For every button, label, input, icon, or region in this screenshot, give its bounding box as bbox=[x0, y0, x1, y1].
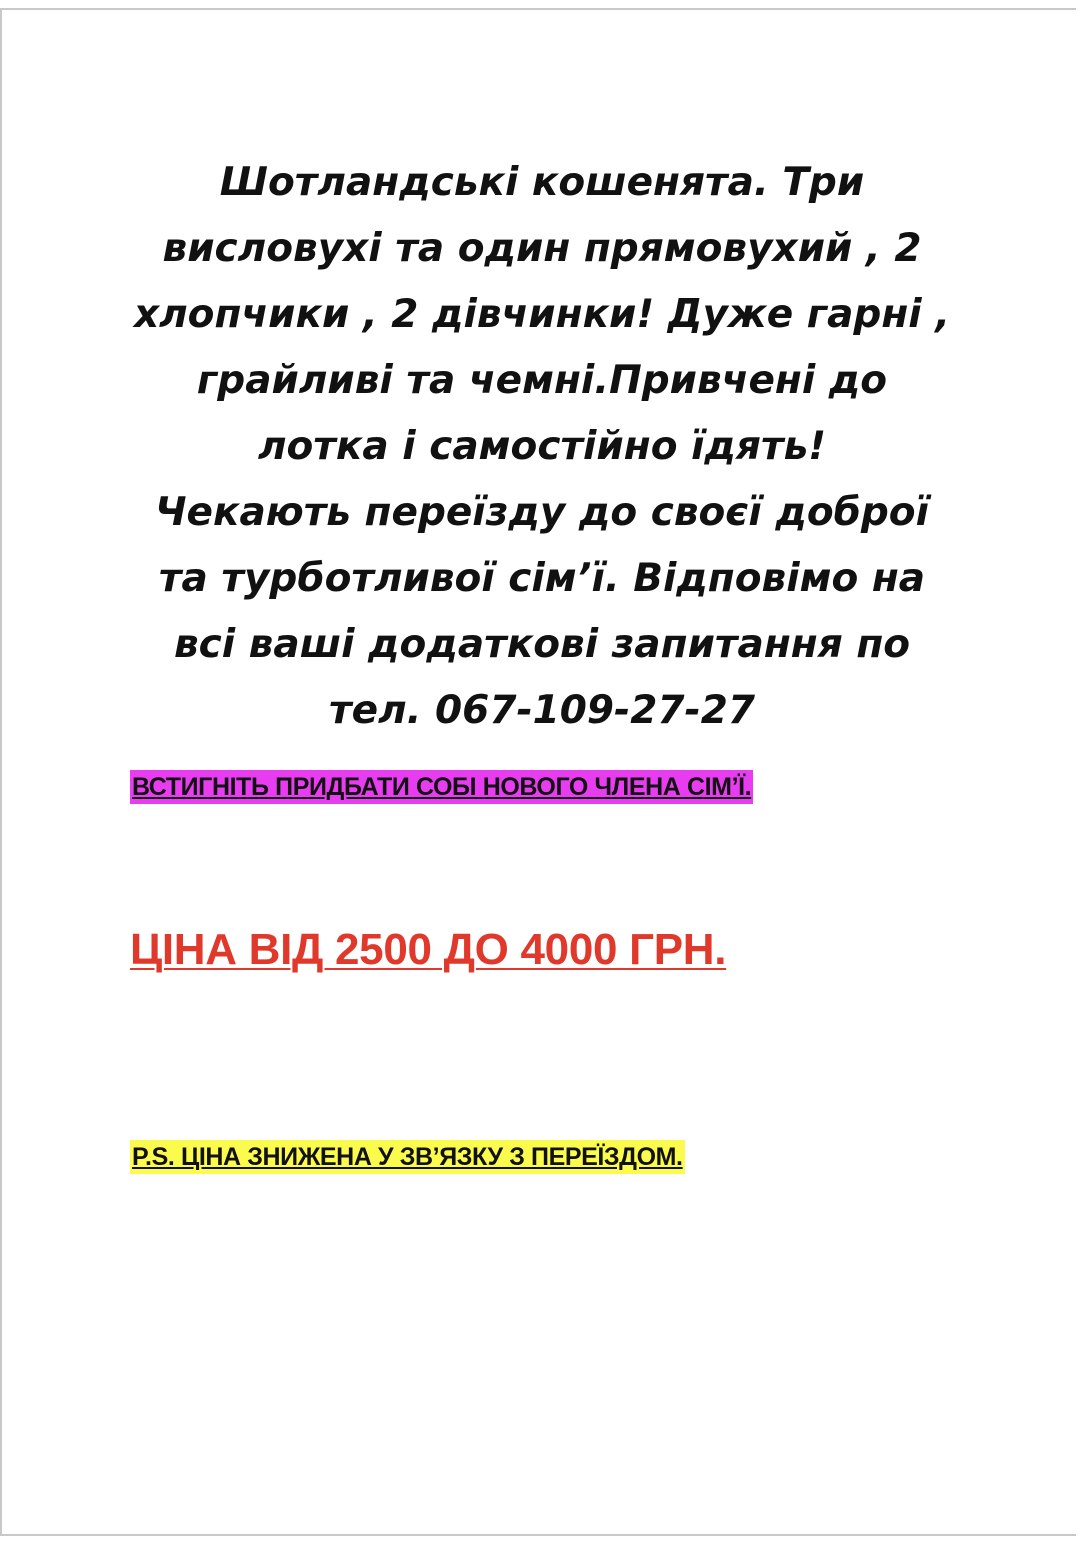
ps-note: P.S. ЦІНА ЗНИЖЕНА У ЗВ’ЯЗКУ З ПЕРЕЇЗДОМ. bbox=[130, 1140, 685, 1174]
description-line: Шотландські кошенята. Три bbox=[219, 160, 865, 205]
hurry-callout: ВСТИГНІТЬ ПРИДБАТИ СОБІ НОВОГО ЧЛЕНА СІМ’Ї. bbox=[130, 770, 753, 804]
document-page bbox=[0, 8, 1076, 1536]
phone-line: тел. 067-109-27-27 bbox=[329, 688, 755, 733]
description-line: лотка і самостійно їдять! bbox=[257, 424, 827, 469]
description-line: Чекають переїзду до своєї доброї bbox=[155, 490, 929, 535]
description-line: та турботливої сім’ї. Відповімо на bbox=[158, 556, 926, 601]
description-line: грайливі та чемні.Привчені до bbox=[196, 358, 888, 403]
description-line: висловухі та один прямовухий , 2 bbox=[162, 226, 922, 271]
description-line: хлопчики , 2 дівчинки! Дуже гарні , bbox=[133, 292, 951, 337]
listing-description bbox=[112, 150, 972, 744]
price-callout: ЦІНА ВІД 2500 ДО 4000 ГРН. bbox=[130, 925, 727, 974]
description-line: всі ваші додаткові запитання по bbox=[173, 622, 911, 667]
